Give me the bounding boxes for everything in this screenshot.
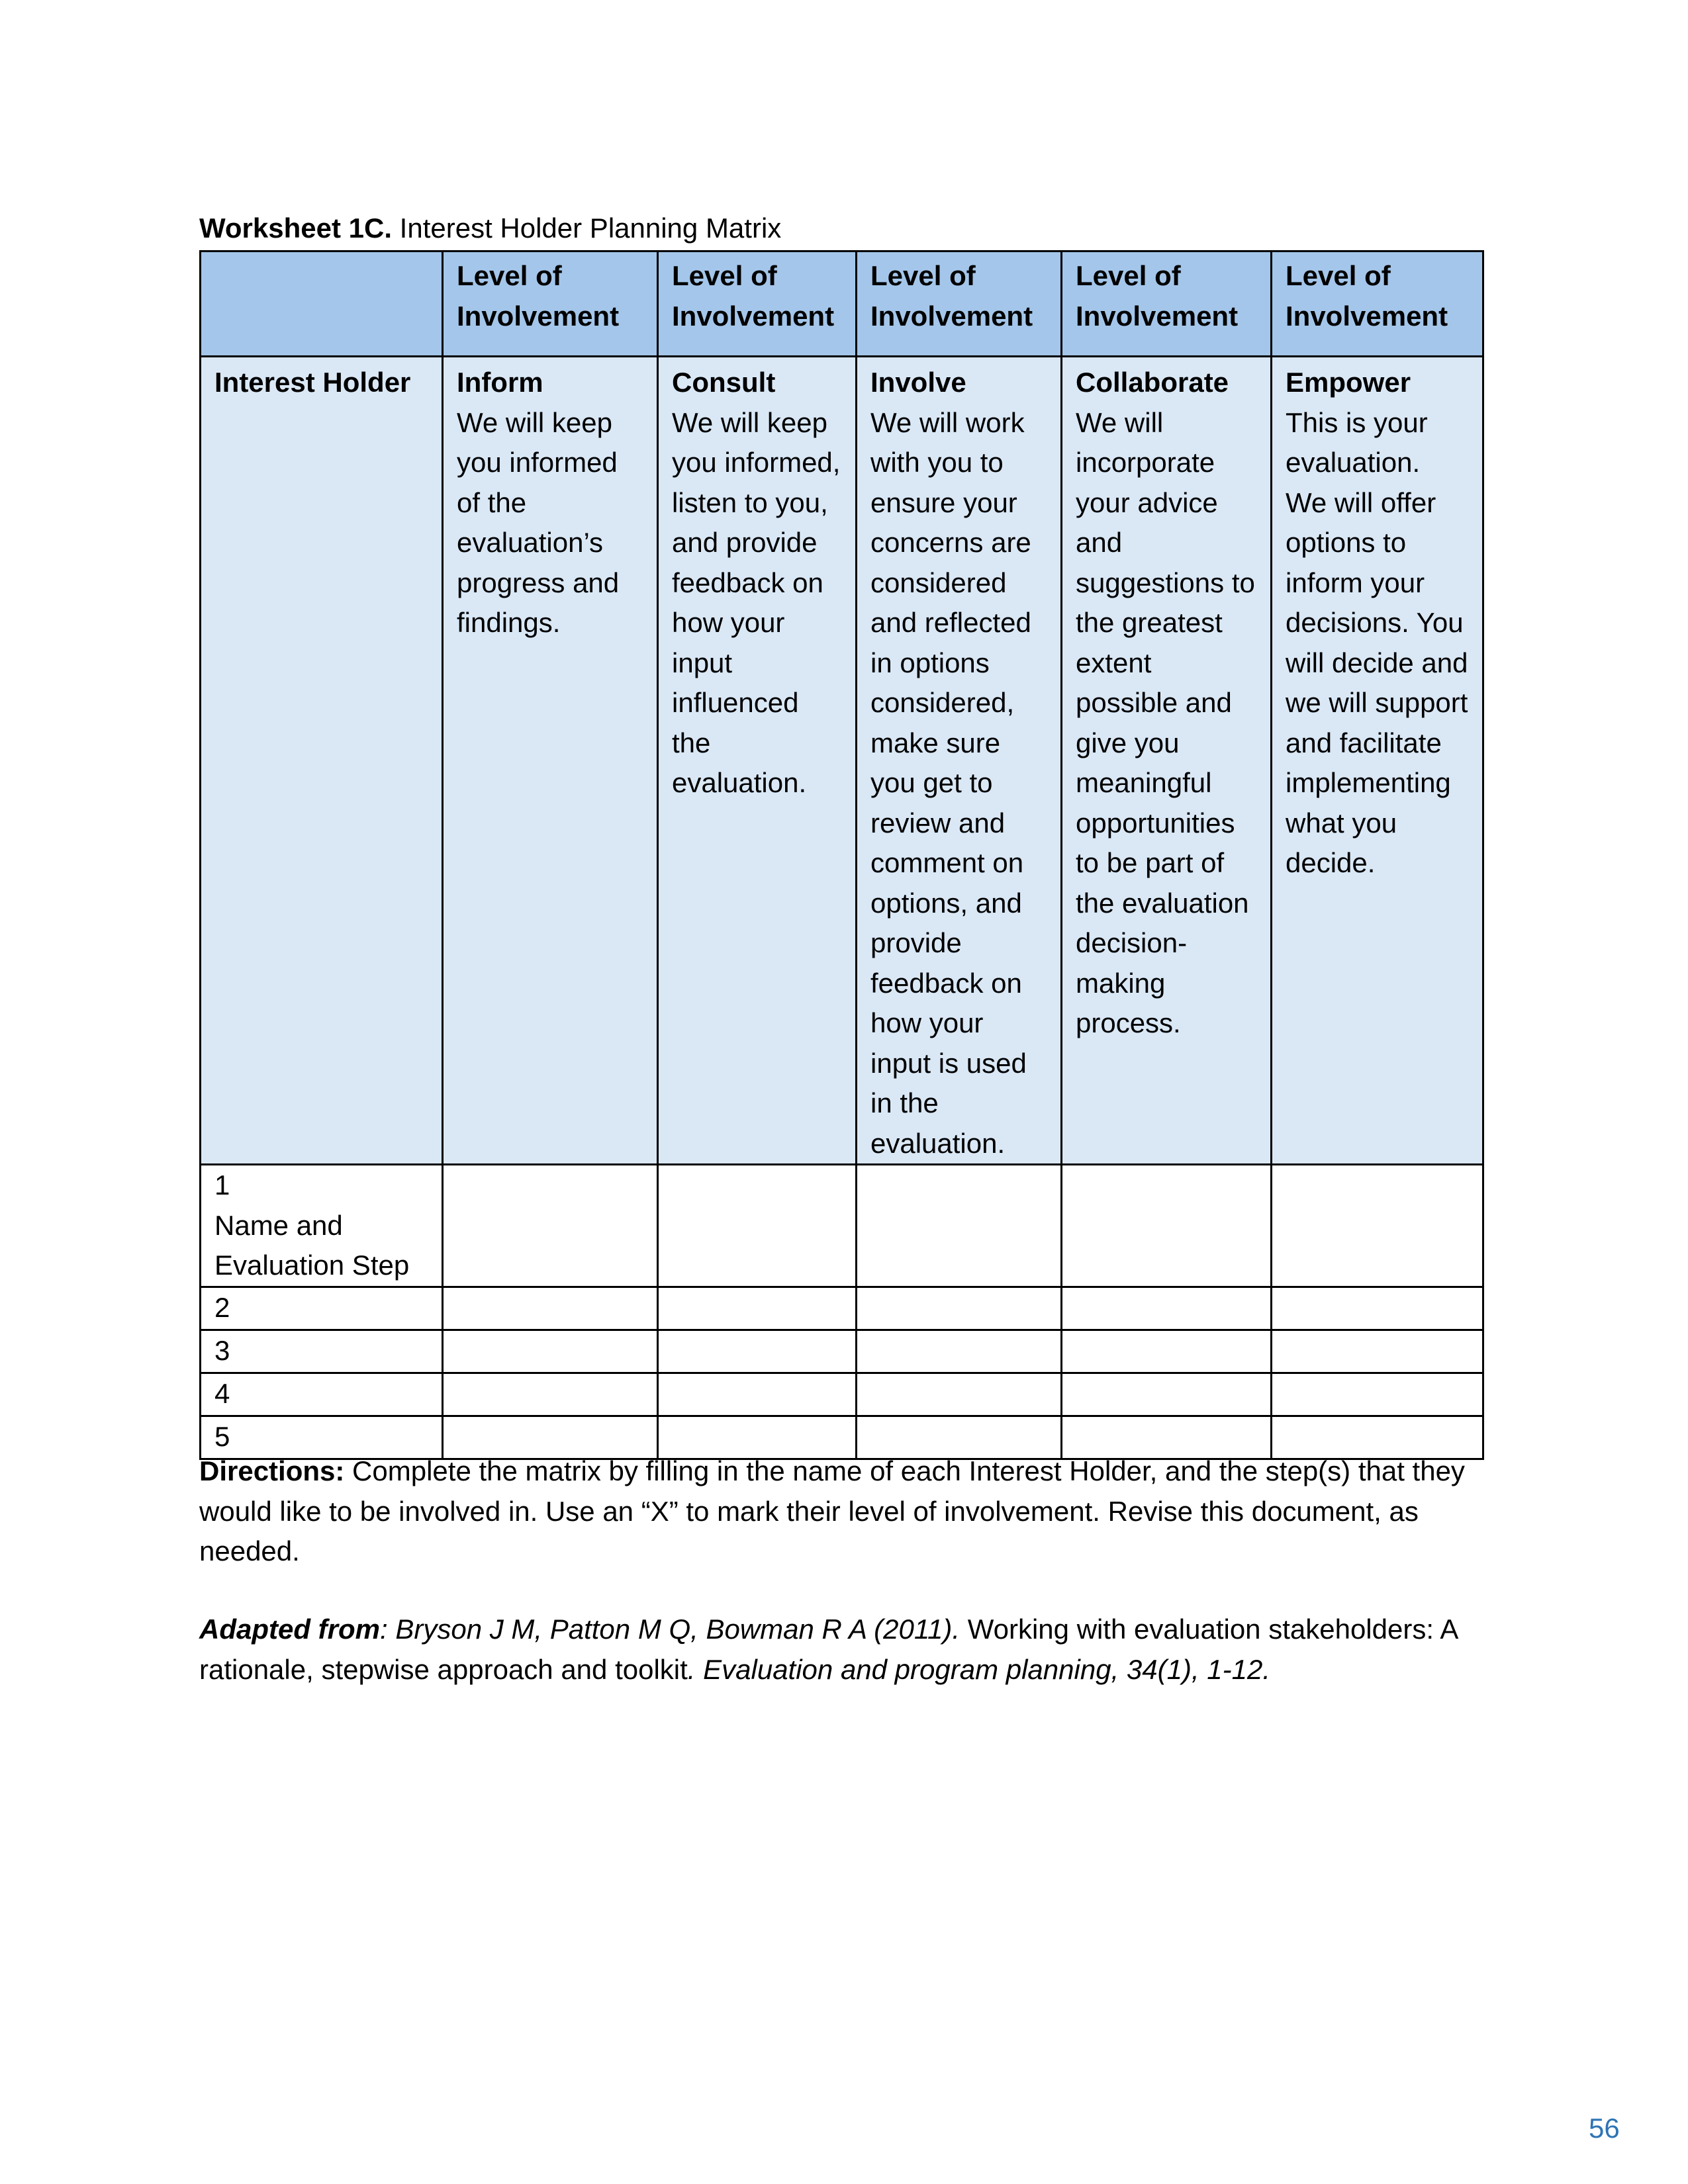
entry-cell[interactable]	[1062, 1287, 1272, 1330]
table-row	[201, 1287, 1483, 1330]
entry-cell[interactable]	[857, 1165, 1062, 1287]
row-label-cell: 2	[201, 1287, 443, 1330]
level-cell-collaborate	[1062, 357, 1272, 1165]
interest-holder-heading: Interest Holder	[214, 367, 411, 398]
entry-cell[interactable]	[443, 1373, 658, 1416]
row-number: 1	[214, 1169, 230, 1201]
row-sublabel: Name and	[214, 1209, 343, 1241]
header-level-cell: Level of Involvement	[658, 251, 857, 357]
level-name: Inform	[457, 367, 543, 398]
entry-cell[interactable]	[443, 1165, 658, 1287]
header-blank-cell	[201, 251, 443, 357]
level-cell-consult	[658, 357, 857, 1165]
entry-cell[interactable]	[857, 1287, 1062, 1330]
entry-cell[interactable]	[857, 1373, 1062, 1416]
row-label-cell: 5	[201, 1416, 443, 1459]
entry-cell[interactable]	[857, 1330, 1062, 1373]
citation-paragraph	[199, 1610, 1497, 1690]
matrix-header-row	[201, 251, 1483, 357]
worksheet-title-text: Interest Holder Planning Matrix	[399, 212, 782, 244]
citation-label: Adapted from	[199, 1614, 380, 1645]
page-number: 56	[1589, 2113, 1620, 2144]
row-label-cell: 4	[201, 1373, 443, 1416]
directions-paragraph	[199, 1451, 1497, 1572]
table-row	[201, 1165, 1483, 1287]
level-name: Involve	[870, 367, 966, 398]
level-name: Empower	[1286, 367, 1411, 398]
level-description: We will keep you informed, listen to you, and provide feedback on how your input influenced the evaluation.	[672, 406, 841, 798]
entry-cell[interactable]	[1272, 1287, 1483, 1330]
entry-cell[interactable]	[443, 1287, 658, 1330]
entry-cell[interactable]	[658, 1330, 857, 1373]
entry-cell[interactable]	[443, 1330, 658, 1373]
interest-holder-label	[201, 357, 443, 1165]
level-cell-involve	[857, 357, 1062, 1165]
header-level-cell: Level of Involvement	[1272, 251, 1483, 357]
header-level-cell: Level of Involvement	[1062, 251, 1272, 357]
level-description: This is your evaluation. We will offer options to inform your decisions. You will decide and we will support and facilitate implementing what you decide.	[1286, 406, 1468, 878]
table-row	[201, 1373, 1483, 1416]
entry-cell[interactable]	[1272, 1330, 1483, 1373]
table-row	[201, 1330, 1483, 1373]
level-description-row	[201, 357, 1483, 1165]
header-level-cell: Level of Involvement	[443, 251, 658, 357]
row-label-cell: 3	[201, 1330, 443, 1373]
level-name: Collaborate	[1076, 367, 1229, 398]
citation-authors: : Bryson J M, Patton M Q, Bowman R A (2011).	[380, 1614, 961, 1645]
citation-journal: . Evaluation and program planning, 34(1), 1-12.	[687, 1653, 1271, 1685]
header-level-cell: Level of Involvement	[857, 251, 1062, 357]
entry-cell[interactable]	[658, 1165, 857, 1287]
worksheet-title	[199, 210, 781, 247]
level-description: We will incorporate your advice and suggestions to the greatest extent possible and give you meaningful opportunities to be part of the evaluation decision-making process.	[1076, 406, 1255, 1038]
level-cell-empower	[1272, 357, 1483, 1165]
row-label-cell	[201, 1165, 443, 1287]
row-sublabel: Evaluation Step	[214, 1250, 410, 1281]
entry-cell[interactable]	[1062, 1373, 1272, 1416]
entry-cell[interactable]	[1062, 1330, 1272, 1373]
level-description: We will keep you informed of the evaluation’s progress and findings.	[457, 406, 620, 638]
entry-cell[interactable]	[658, 1373, 857, 1416]
directions-text: Complete the matrix by filling in the name of each Interest Holder, and the step(s) that they would like to be involved in. Use an “X” to mark their level of involvement. Revise this document, as needed.	[199, 1455, 1465, 1567]
directions-label: Directions:	[199, 1455, 345, 1486]
worksheet-label: Worksheet 1C.	[199, 212, 392, 244]
entry-cell[interactable]	[1272, 1165, 1483, 1287]
entry-cell[interactable]	[658, 1287, 857, 1330]
level-name: Consult	[672, 367, 776, 398]
level-description: We will work with you to ensure your concerns are considered and reflected in options considered, make sure you get to review and comment on options, and provide feedback on how your input is used in the evaluation.	[870, 406, 1031, 1159]
entry-cell[interactable]	[1062, 1165, 1272, 1287]
planning-matrix-table	[199, 250, 1484, 1460]
entry-cell[interactable]	[1272, 1373, 1483, 1416]
level-cell-inform	[443, 357, 658, 1165]
citation-title: Working with evaluation stakeholders: A rationale, stepwise approach and toolkit	[199, 1614, 1458, 1685]
